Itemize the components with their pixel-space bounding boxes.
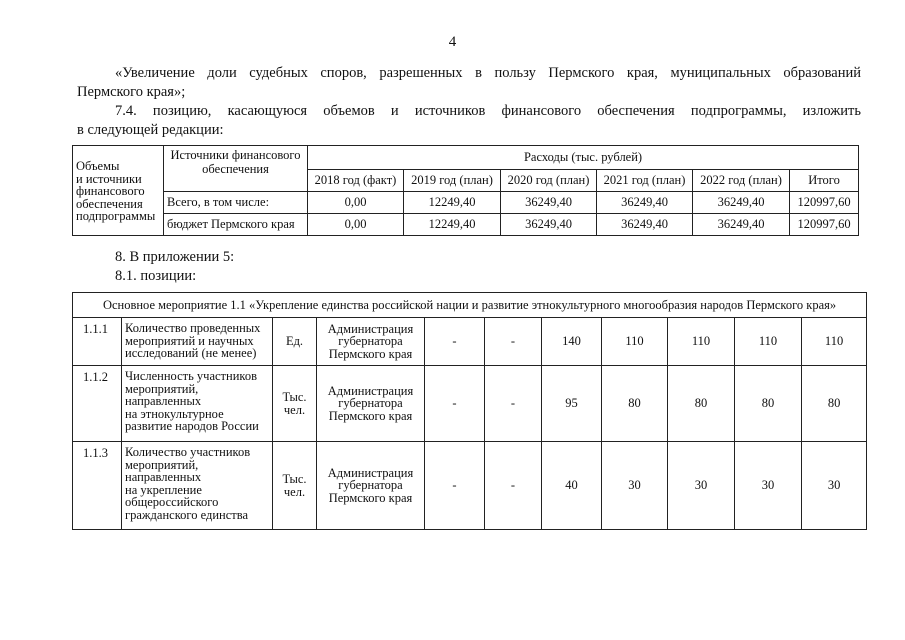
main-event-header: Основное мероприятие 1.1 «Укрепление единства российской нации и развитие этнокультурного многообразия народов Пермского края» bbox=[73, 293, 867, 318]
value-cell: 80 bbox=[735, 366, 802, 442]
finance-label-line: обеспечения bbox=[76, 196, 143, 211]
finance-label-line: финансового bbox=[76, 184, 145, 198]
finance-label-line: и источники bbox=[76, 171, 142, 186]
indicator-name-line: развитие народов России bbox=[125, 419, 259, 433]
value-cell: 80 bbox=[602, 366, 668, 442]
value-cell: 120997,60 bbox=[790, 214, 859, 236]
responsible-cell bbox=[317, 318, 425, 366]
value-cell: 110 bbox=[668, 318, 735, 366]
responsible-line: Администрация bbox=[327, 321, 414, 336]
indicator-name-line: Количество участников bbox=[125, 445, 251, 459]
indicator-name-line: на укрепление bbox=[125, 482, 202, 497]
indicator-name-line: гражданского единства bbox=[125, 507, 249, 522]
responsible-line: Пермского края bbox=[328, 408, 413, 423]
section-8-line-1: 8. В приложении 5: bbox=[115, 249, 235, 265]
value-cell: 30 bbox=[602, 442, 668, 530]
table-row bbox=[73, 214, 859, 236]
unit-line: чел. bbox=[283, 484, 306, 499]
value-cell: 0,00 bbox=[308, 192, 404, 214]
value-cell: - bbox=[485, 366, 542, 442]
indicator-name-line: Численность участников bbox=[125, 369, 257, 383]
value-cell: - bbox=[425, 366, 485, 442]
value-cell: 12249,40 bbox=[404, 214, 501, 236]
responsible-line: Пермского края bbox=[328, 490, 413, 505]
unit-line: чел. bbox=[283, 402, 306, 417]
finance-label-line: подпрограммы bbox=[76, 209, 156, 223]
value-cell: 110 bbox=[802, 318, 867, 366]
value-cell: 80 bbox=[668, 366, 735, 442]
indicator-name bbox=[122, 442, 273, 530]
value-cell: - bbox=[485, 318, 542, 366]
unit-cell bbox=[273, 318, 317, 366]
page-number: 4 bbox=[448, 34, 457, 50]
row-number: 1.1.3 bbox=[73, 442, 122, 530]
value-cell: - bbox=[425, 318, 485, 366]
value-cell: 36249,40 bbox=[501, 214, 597, 236]
unit-line: Ед. bbox=[285, 334, 304, 349]
value-cell: 36249,40 bbox=[693, 214, 790, 236]
col-header-2020: 2020 год (план) bbox=[501, 170, 597, 192]
responsible-line: Пермского края bbox=[328, 346, 413, 361]
finance-label-cell bbox=[73, 146, 164, 236]
value-cell: 30 bbox=[668, 442, 735, 530]
value-cell: 36249,40 bbox=[597, 192, 693, 214]
finance-table bbox=[72, 145, 859, 236]
unit-cell bbox=[273, 442, 317, 530]
indicator-name-line: на этнокультурное bbox=[125, 406, 224, 421]
indicator-name-line: направленных bbox=[125, 394, 202, 408]
finance-label-line: Объемы bbox=[76, 159, 120, 173]
value-cell: 140 bbox=[542, 318, 602, 366]
table-row bbox=[73, 442, 867, 530]
intro-line-3: 7.4. позицию, касающуюся объемов и источников финансового обеспечения подпрограммы, изложить bbox=[115, 103, 861, 119]
value-cell: - bbox=[485, 442, 542, 530]
indicator-name-line: мероприятий, bbox=[125, 457, 199, 472]
source-cell: бюджет Пермского края bbox=[164, 214, 308, 236]
table-row bbox=[73, 318, 867, 366]
value-cell: 95 bbox=[542, 366, 602, 442]
indicator-name-line: мероприятий, bbox=[125, 381, 199, 396]
indicator-name bbox=[122, 366, 273, 442]
value-cell: 36249,40 bbox=[597, 214, 693, 236]
intro-paragraph bbox=[77, 64, 861, 140]
col-header-2022: 2022 год (план) bbox=[693, 170, 790, 192]
value-cell: 0,00 bbox=[308, 214, 404, 236]
responsible-cell bbox=[317, 366, 425, 442]
source-cell: Всего, в том числе: bbox=[164, 192, 308, 214]
intro-line-2: Пермского края»; bbox=[77, 84, 186, 100]
unit-line: Тыс. bbox=[282, 472, 307, 486]
col-header-2021: 2021 год (план) bbox=[597, 170, 693, 192]
value-cell: 40 bbox=[542, 442, 602, 530]
indicator-name bbox=[122, 318, 273, 366]
value-cell: 80 bbox=[802, 366, 867, 442]
responsible-line: губернатора bbox=[338, 396, 403, 411]
responsible-cell bbox=[317, 442, 425, 530]
col-header-2018: 2018 год (факт) bbox=[308, 170, 404, 192]
indicator-name-line: мероприятий и научных bbox=[125, 333, 254, 348]
section-8-paragraph bbox=[77, 248, 861, 286]
col-header-total: Итого bbox=[790, 170, 859, 192]
finance-label bbox=[76, 146, 163, 223]
value-cell: 110 bbox=[735, 318, 802, 366]
indicator-name-line: направленных bbox=[125, 470, 202, 484]
responsible-line: Администрация bbox=[327, 465, 414, 480]
unit-cell bbox=[273, 366, 317, 442]
intro-line-1: «Увеличение доли судебных споров, разрешенных в пользу Пермского края, муниципальных образований bbox=[115, 65, 861, 81]
value-cell: 110 bbox=[602, 318, 668, 366]
value-cell: - bbox=[425, 442, 485, 530]
sources-header bbox=[164, 146, 308, 192]
value-cell: 30 bbox=[802, 442, 867, 530]
indicator-name-line: Количество проведенных bbox=[125, 321, 261, 335]
unit-line: Тыс. bbox=[282, 390, 307, 404]
value-cell: 36249,40 bbox=[501, 192, 597, 214]
col-header-2019: 2019 год (план) bbox=[404, 170, 501, 192]
responsible-line: Администрация bbox=[327, 383, 414, 398]
value-cell: 30 bbox=[735, 442, 802, 530]
indicator-name-line: общероссийского bbox=[125, 495, 219, 509]
indicators-table bbox=[72, 292, 867, 530]
row-number: 1.1.2 bbox=[73, 366, 122, 442]
intro-line-4: в следующей редакции: bbox=[77, 122, 224, 138]
value-cell: 12249,40 bbox=[404, 192, 501, 214]
expenses-header: Расходы (тыс. рублей) bbox=[308, 146, 859, 170]
sources-header-line: обеспечения bbox=[202, 162, 269, 176]
indicator-name-line: исследований (не менее) bbox=[125, 346, 257, 360]
responsible-line: губернатора bbox=[338, 478, 403, 493]
row-number: 1.1.1 bbox=[73, 318, 122, 366]
table-row bbox=[73, 192, 859, 214]
responsible-line: губернатора bbox=[338, 334, 403, 349]
value-cell: 120997,60 bbox=[790, 192, 859, 214]
table-row bbox=[73, 366, 867, 442]
sources-header-line: Источники финансового bbox=[170, 148, 301, 162]
section-8-line-2: 8.1. позиции: bbox=[115, 268, 197, 284]
value-cell: 36249,40 bbox=[693, 192, 790, 214]
